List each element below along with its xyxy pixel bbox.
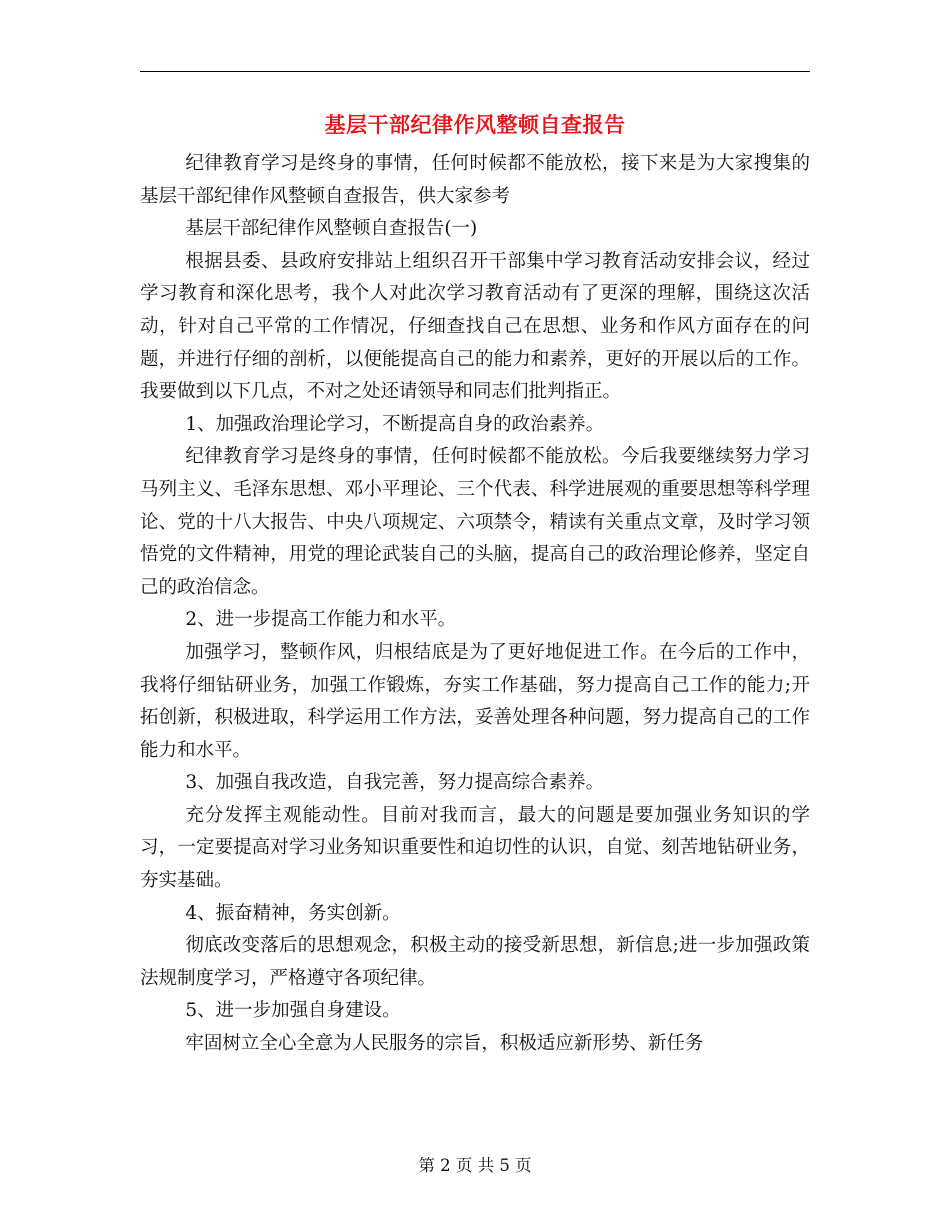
- paragraph-point-1: 纪律教育学习是终身的事情，任何时候都不能放松。今后我要继续努力学习马列主义、毛泽东思想、邓小平理论、三个代表、科学进展观的重要思想等科学理论、党的十八大报告、中央八项规定、六项禁令，精读有关重点文章，及时学习领悟党的文件精神，用党的理论武装自己的头脑，提高自己的政治理论修养，坚定自己的政治信念。: [140, 446, 810, 598]
- header-rule: [140, 71, 810, 72]
- paragraph-subtitle: 基层干部纪律作风整顿自查报告(一): [185, 218, 478, 240]
- paragraph-point-2: 加强学习，整顿作风，归根结底是为了更好地促进工作。在今后的工作中，我将仔细钻研业务，加强工作锻炼，夯实工作基础，努力提高自己工作的能力;开拓创新，积极进取，科学运用工作方法，妥善处理各种问题，努力提高自己的工作能力和水平。: [140, 641, 810, 761]
- heading-point-5: 5、进一步加强自身建设。: [185, 1000, 401, 1022]
- document-body: [140, 148, 810, 1061]
- heading-point-3: 3、加强自我改造，自我完善，努力提高综合素养。: [185, 772, 605, 794]
- page-number-footer: 第 2 页 共 5 页: [418, 1156, 532, 1175]
- heading-point-4: 4、振奋精神，务实创新。: [185, 902, 401, 924]
- paragraph-point-5: 牢固树立全心全意为人民服务的宗旨，积极适应新形势、新任务: [185, 1033, 704, 1055]
- heading-point-1: 1、加强政治理论学习，不断提高自身的政治素养。: [185, 413, 605, 435]
- paragraph-point-3: 充分发挥主观能动性。目前对我而言，最大的问题是要加强业务知识的学习，一定要提高对学习业务知识重要性和迫切性的认识，自觉、刻苦地钻研业务，夯实基础。: [140, 804, 810, 892]
- paragraph-background: 根据县委、县政府安排站上组织召开干部集中学习教育活动安排会议，经过学习教育和深化思考，我个人对此次学习教育活动有了更深的理解，围绕这次活动，针对自己平常的工作情况，仔细查找自己在思想、业务和作风方面存在的问题，并进行仔细的剖析，以便能提高自己的能力和素养，更好的开展以后的工作。我要做到以下几点，不对之处还请领导和同志们批判指正。: [140, 250, 810, 403]
- paragraph-point-4: 彻底改变落后的思想观念，积极主动的接受新思想，新信息;进一步加强政策法规制度学习，严格遵守各项纪律。: [140, 935, 810, 989]
- document-title: 基层干部纪律作风整顿自查报告: [324, 112, 626, 137]
- paragraph-intro: 纪律教育学习是终身的事情，任何时候都不能放松，接下来是为大家搜集的基层干部纪律作风整顿自查报告，供大家参考: [140, 153, 810, 207]
- heading-point-2: 2、进一步提高工作能力和水平。: [185, 609, 457, 631]
